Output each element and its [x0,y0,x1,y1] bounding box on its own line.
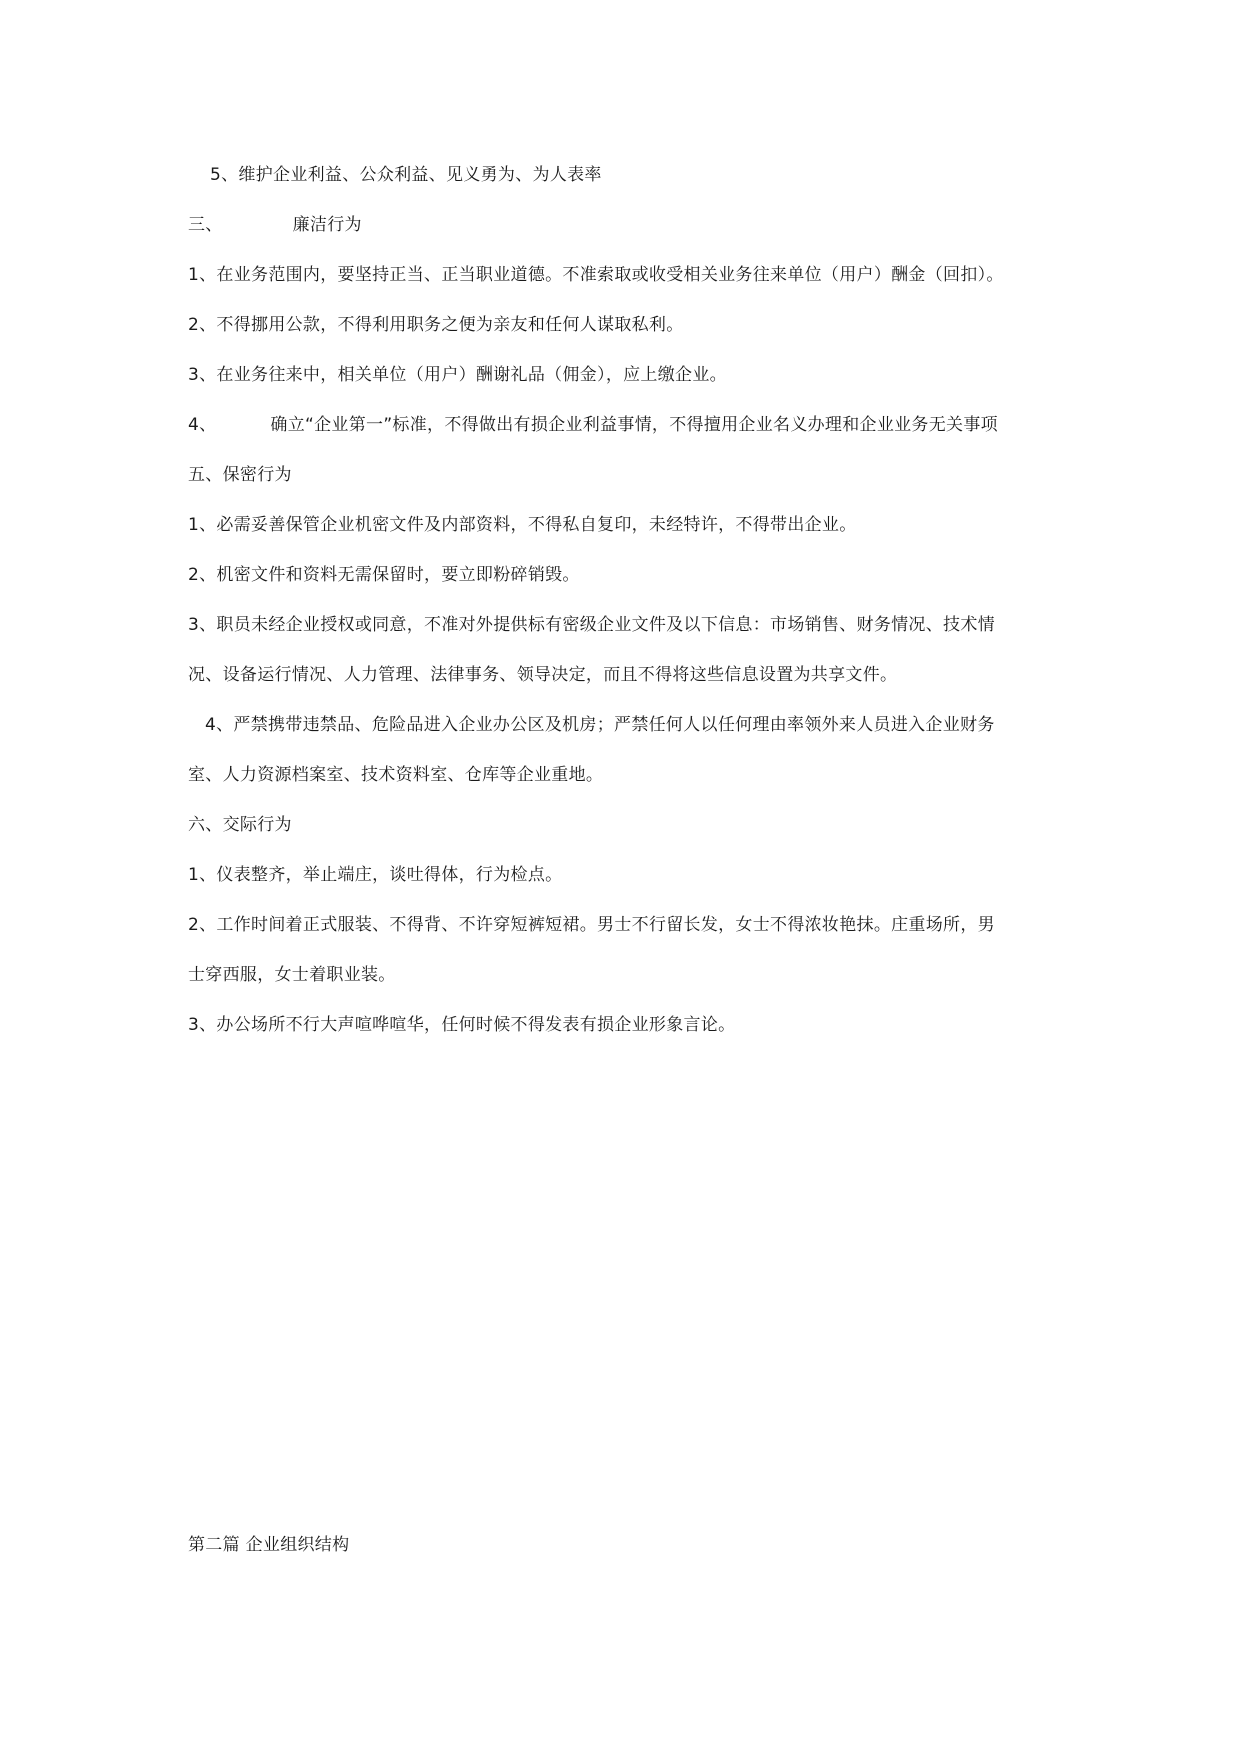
paragraph-item-3: 3、职员未经企业授权或同意，不准对外提供标有密级企业文件及以下信息：市场销售、财务情况、技术情 [188,615,995,635]
chapter-heading: 第二篇 企业组织结构 [188,1535,350,1555]
paragraph-item-2: 2、工作时间着正式服装、不得背、不许穿短裤短裙。男士不行留长发，女士不得浓妆艳抹。庄重场所，男 [188,915,995,935]
section-number: 三、 [188,215,223,235]
paragraph-item-1: 1、仪表整齐，举止端庄，谈吐得体，行为检点。 [188,865,563,885]
paragraph-item-1: 1、在业务范围内，要坚持正当、正当职业道德。不准索取或收受相关业务往来单位（用户）酬金（回扣）。 [188,265,1004,285]
paragraph-continuation: 室、人力资源档案室、技术资料室、仓库等企业重地。 [188,765,604,785]
paragraph-item-3: 3、办公场所不行大声喧哗喧华，任何时候不得发表有损企业形象言论。 [188,1015,736,1035]
section-heading-6: 六、交际行为 [188,815,292,835]
section-title: 廉洁行为 [292,215,362,235]
paragraph-item-2: 2、机密文件和资料无需保留时，要立即粉碎销毁。 [188,565,580,585]
paragraph-continuation: 士穿西服，女士着职业装。 [188,965,396,985]
item-text: 确立“企业第一”标准，不得做出有损企业利益事情，不得擅用企业名义办理和企业业务无关事项 [270,415,998,435]
paragraph-item-4: 4、严禁携带违禁品、危险品进入企业办公区及机房；严禁任何人以任何理由率领外来人员进入企业财务 [205,715,995,735]
paragraph-item-2: 2、不得挪用公款，不得利用职务之便为亲友和任何人谋取私利。 [188,315,684,335]
paragraph-item-5: 5、维护企业利益、公众利益、见义勇为、为人表率 [210,165,602,185]
item-number: 4、 [188,415,217,435]
section-heading-3 [188,214,362,236]
section-heading-5: 五、保密行为 [188,465,292,485]
paragraph-continuation: 况、设备运行情况、人力管理、法律事务、领导决定，而且不得将这些信息设置为共享文件。 [188,665,898,685]
paragraph-item-4 [188,414,998,436]
paragraph-item-1: 1、必需妥善保管企业机密文件及内部资料，不得私自复印，未经特许，不得带出企业。 [188,515,857,535]
paragraph-item-3: 3、在业务往来中，相关单位（用户）酬谢礼品（佣金），应上缴企业。 [188,365,727,385]
